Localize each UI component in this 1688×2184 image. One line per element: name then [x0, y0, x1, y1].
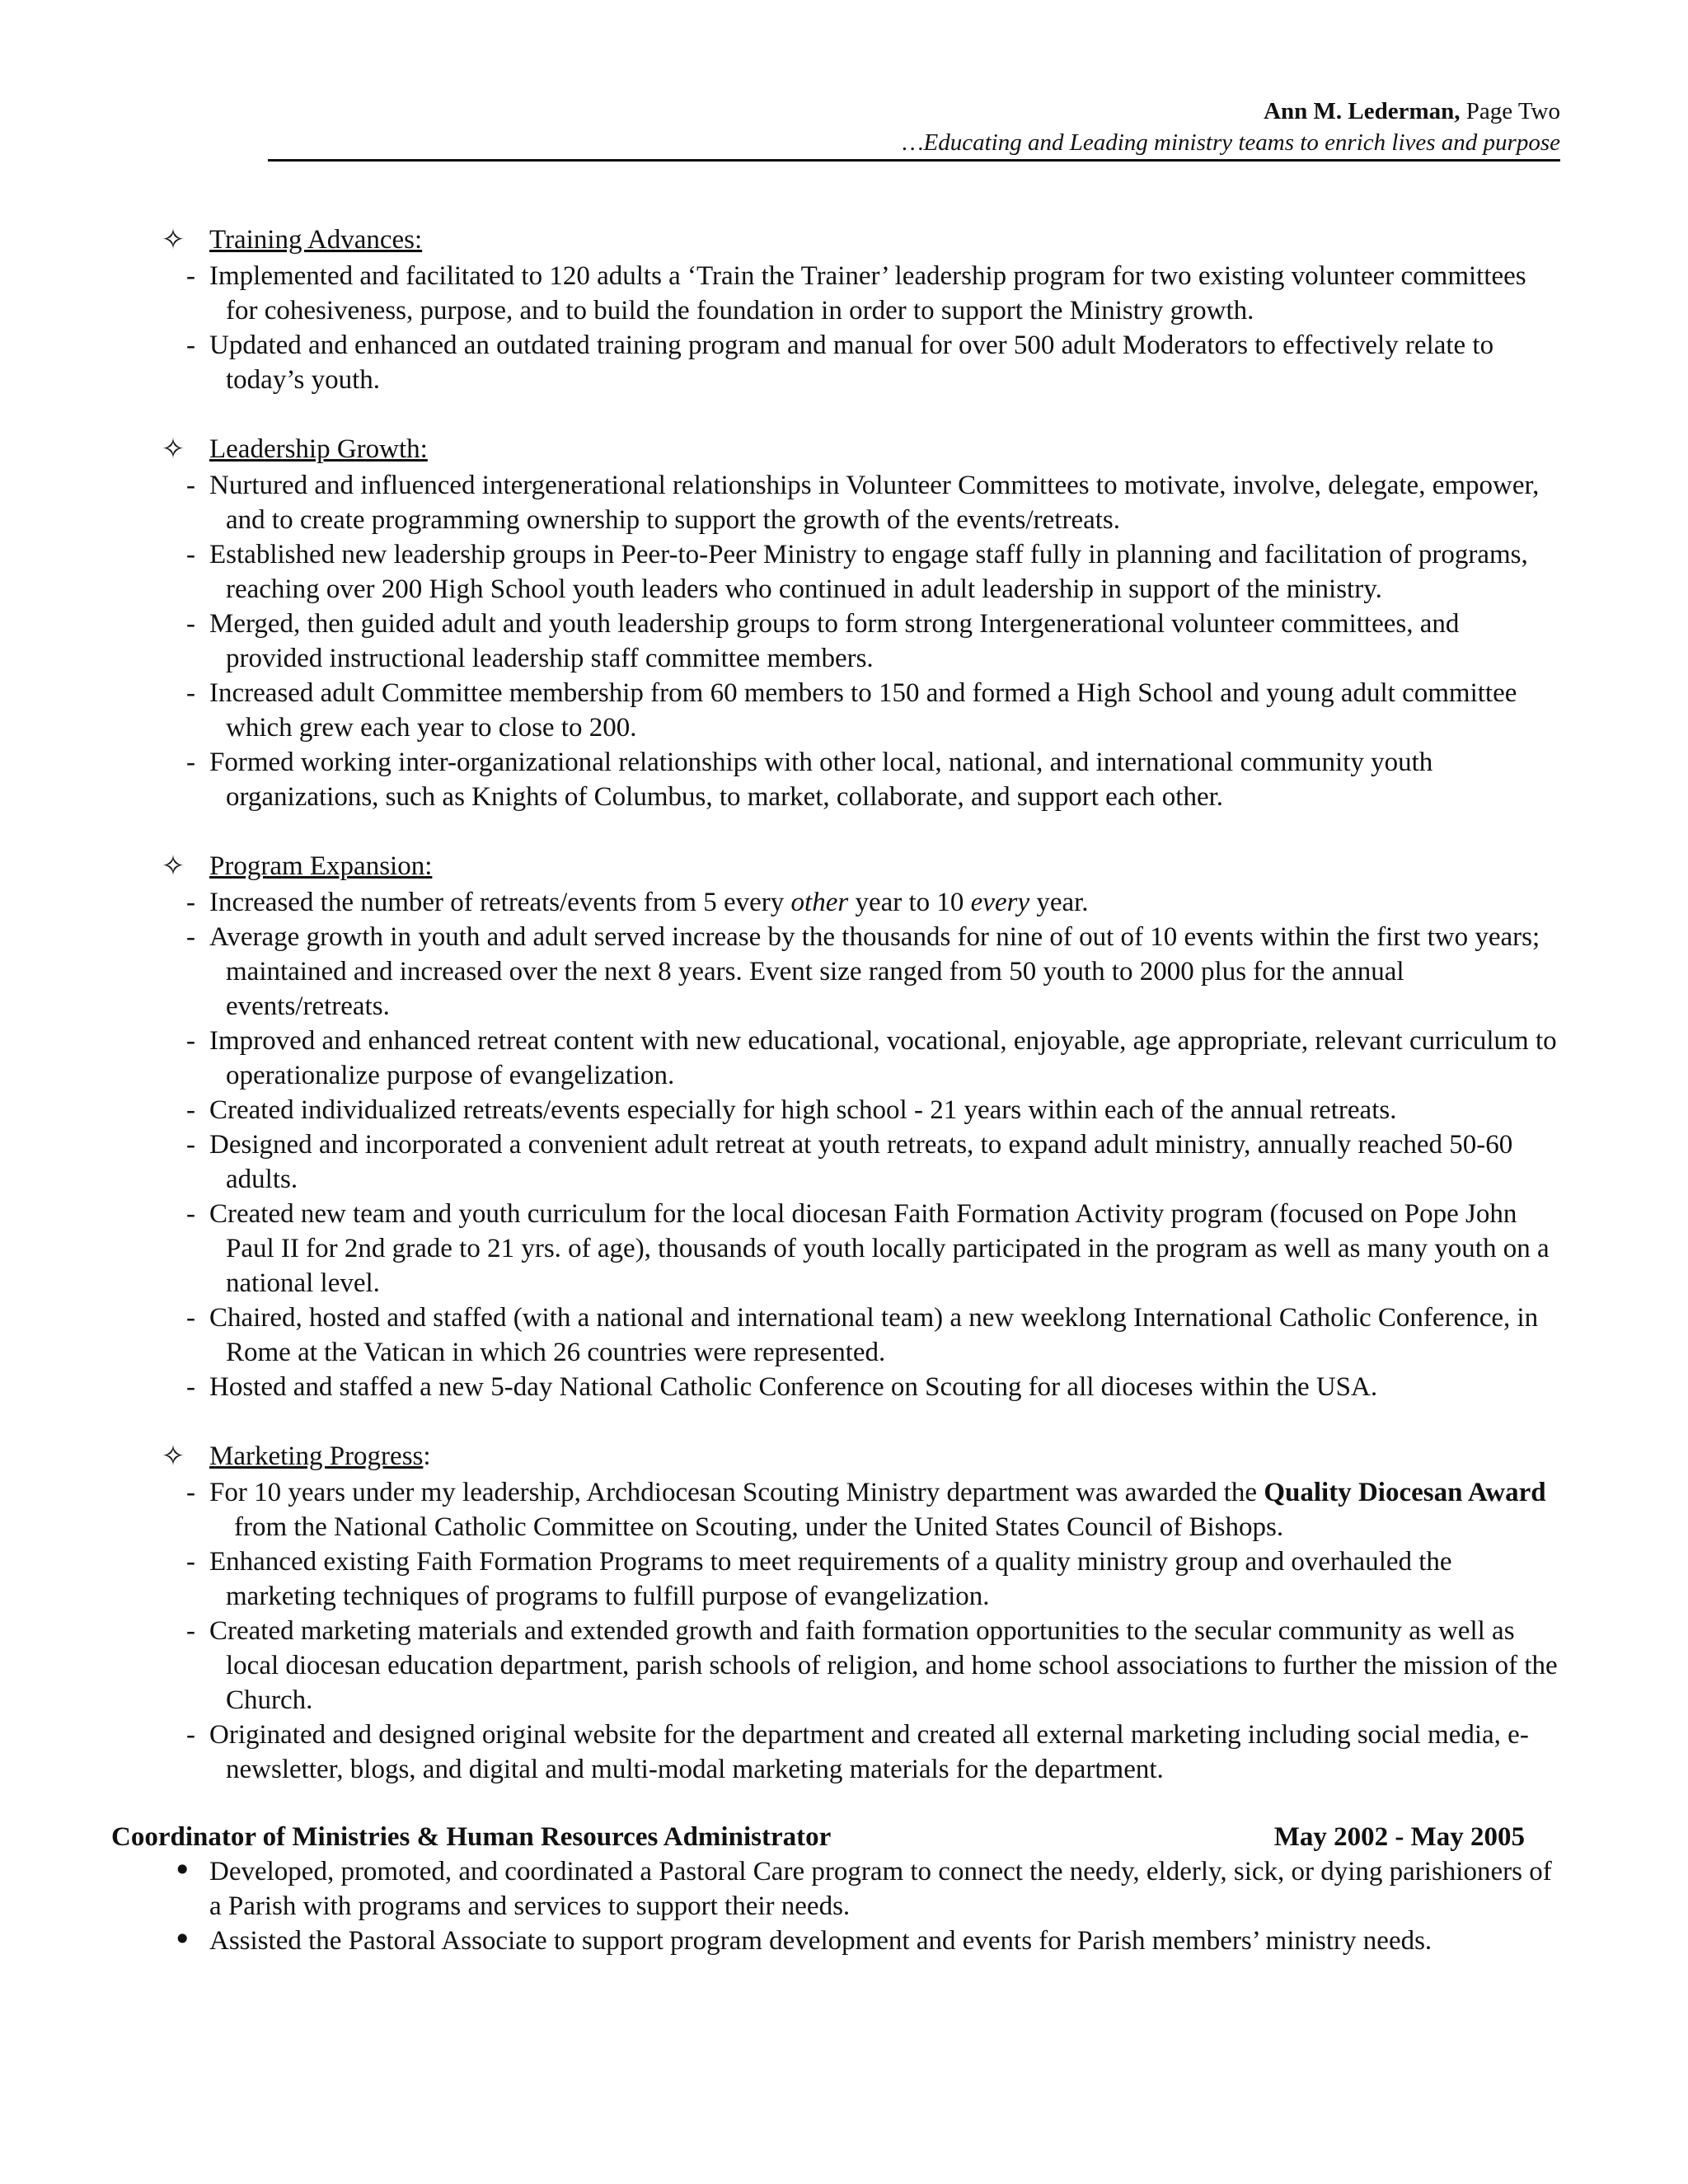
list-item: - Updated and enhanced an outdated training program and manual for over 500 adult Moderators to effectively relate to today’s youth. [0, 328, 1561, 397]
page-content [0, 223, 1688, 1958]
list-item: - Implemented and facilitated to 120 adults a ‘Train the Trainer’ leadership program for two existing volunteer committees for cohesiveness, purpose, and to build the foundation in order to support the Ministry growth. [0, 259, 1561, 328]
job-duties-list [0, 1854, 1688, 1958]
list-item: - Created marketing materials and extended growth and faith formation opportunities to the secular community as well as local diocesan education department, parish schools of religion, and home school associations to further the mission of the Church. [0, 1614, 1561, 1718]
section-heading [0, 223, 1688, 257]
candidate-name: Ann M. Lederman, [1264, 98, 1461, 124]
list-item: - Merged, then guided adult and youth leadership groups to form strong Intergenerational volunteer committees, and provided instructional leadership staff committee members. [0, 607, 1561, 676]
header-divider [268, 159, 1560, 162]
header-tagline: …Educating and Leading ministry teams to enrich lives and purpose [902, 129, 1560, 156]
job-dates: May 2002 - May 2005 [1273, 1822, 1525, 1852]
emphasis-text: every [970, 888, 1030, 917]
list-item: - Enhanced existing Faith Formation Programs to meet requirements of a quality ministry group and overhauled the marketing techniques of programs to fulfill purpose of evangelization. [0, 1544, 1561, 1614]
section-title: Training Advances: [209, 225, 423, 255]
section-heading [0, 432, 1688, 466]
list-item-text: from the National Catholic Committee on Scouting, under the United States Council of Bishops. [234, 1512, 1284, 1542]
list-item: - Increased adult Committee membership from 60 members to 150 and formed a High School and young adult committee which grew each year to close to 200. [0, 676, 1561, 745]
list-item: • Assisted the Pastoral Associate to support program development and events for Parish members’ ministry needs. [0, 1924, 1561, 1958]
four-pointed-star-outline-icon: ✧ [161, 1440, 185, 1473]
section-leadership-growth [0, 432, 1688, 814]
list-item: - Created new team and youth curriculum for the local diocesan Faith Formation Activity program (focused on Pope John Paul II for 2nd grade to 21 yrs. of age), thousands of youth locally participated in the program as well as many youth on a national level. [0, 1197, 1561, 1301]
list-item: - Created individualized retreats/events especially for high school - 21 years within each of the annual retreats. [0, 1093, 1561, 1127]
four-pointed-star-outline-icon: ✧ [161, 850, 185, 883]
list-item [0, 885, 1561, 920]
section-title [209, 1439, 431, 1474]
list-item: • Developed, promoted, and coordinated a Pastoral Care program to connect the needy, elderly, sick, or dying parishioners of a Parish with programs and services to support their needs. [0, 1854, 1561, 1924]
four-pointed-star-outline-icon: ✧ [161, 433, 185, 466]
four-pointed-star-outline-icon: ✧ [161, 223, 185, 256]
section-title-text: Marketing Progress [209, 1441, 424, 1471]
list-item-text: year. [1029, 888, 1089, 917]
list-item: - Chaired, hosted and staffed (with a national and international team) a new weeklong International Catholic Conference, in Rome at the Vatican in which 26 countries were represented. [0, 1301, 1561, 1370]
achievement-list [0, 259, 1688, 397]
list-item: - Formed working inter-organizational relationships with other local, national, and international community youth organizations, such as Knights of Columbus, to market, collaborate, and support each other. [0, 745, 1561, 814]
page-label: Page Two [1465, 98, 1560, 124]
section-heading [0, 849, 1688, 883]
achievement-list [0, 468, 1688, 814]
list-item-text: Increased the number of retreats/events from 5 every [209, 888, 791, 917]
emphasis-text: other [790, 888, 849, 917]
section-program-expansion [0, 849, 1688, 1404]
list-item-text: year to 10 [848, 888, 971, 917]
list-item: - Improved and enhanced retreat content with new educational, vocational, enjoyable, age appropriate, relevant curriculum to operationalize purpose of evangelization. [0, 1024, 1561, 1093]
achievement-list [0, 1475, 1688, 1787]
list-item [0, 1475, 1569, 1544]
list-item: - Designed and incorporated a convenient adult retreat at youth retreats, to expand adult ministry, annually reached 50-60 adults. [0, 1127, 1561, 1197]
page-header [268, 96, 1560, 158]
job-title: Coordinator of Ministries & Human Resources Administrator [111, 1822, 832, 1852]
section-marketing-progress [0, 1439, 1688, 1787]
list-item: - Nurtured and influenced intergenerational relationships in Volunteer Committees to motivate, involve, delegate, empower, and to create programming ownership to support the growth of the events/retreats. [0, 468, 1561, 537]
list-item: - Average growth in youth and adult served increase by the thousands for nine of out of 10 events within the first two years; maintained and increased over the next 8 years. Event size ranged from 50 youth to 2000 plus for the annual events/retreats. [0, 920, 1561, 1024]
section-heading [0, 1439, 1688, 1474]
section-title: Leadership Growth: [209, 434, 428, 464]
achievement-list [0, 885, 1688, 1404]
list-item: - Established new leadership groups in Peer-to-Peer Ministry to engage staff fully in planning and facilitation of programs, reaching over 200 High School youth leaders who continued in adult leadership in support of the ministry. [0, 537, 1561, 607]
list-item-text: For 10 years under my leadership, Archdiocesan Scouting Ministry department was awarded the [209, 1478, 1264, 1507]
section-title: Program Expansion: [209, 851, 433, 881]
award-name: Quality Diocesan Award [1264, 1478, 1546, 1507]
section-training-advances [0, 223, 1688, 397]
list-item: - Hosted and staffed a new 5-day National Catholic Conference on Scouting for all dioceses within the USA. [0, 1370, 1561, 1404]
job-heading [111, 1820, 1525, 1854]
section-title-suffix: : [423, 1441, 431, 1471]
list-item: - Originated and designed original website for the department and created all external marketing including social media, e-newsletter, blogs, and digital and multi-modal marketing materials for the department. [0, 1718, 1561, 1787]
